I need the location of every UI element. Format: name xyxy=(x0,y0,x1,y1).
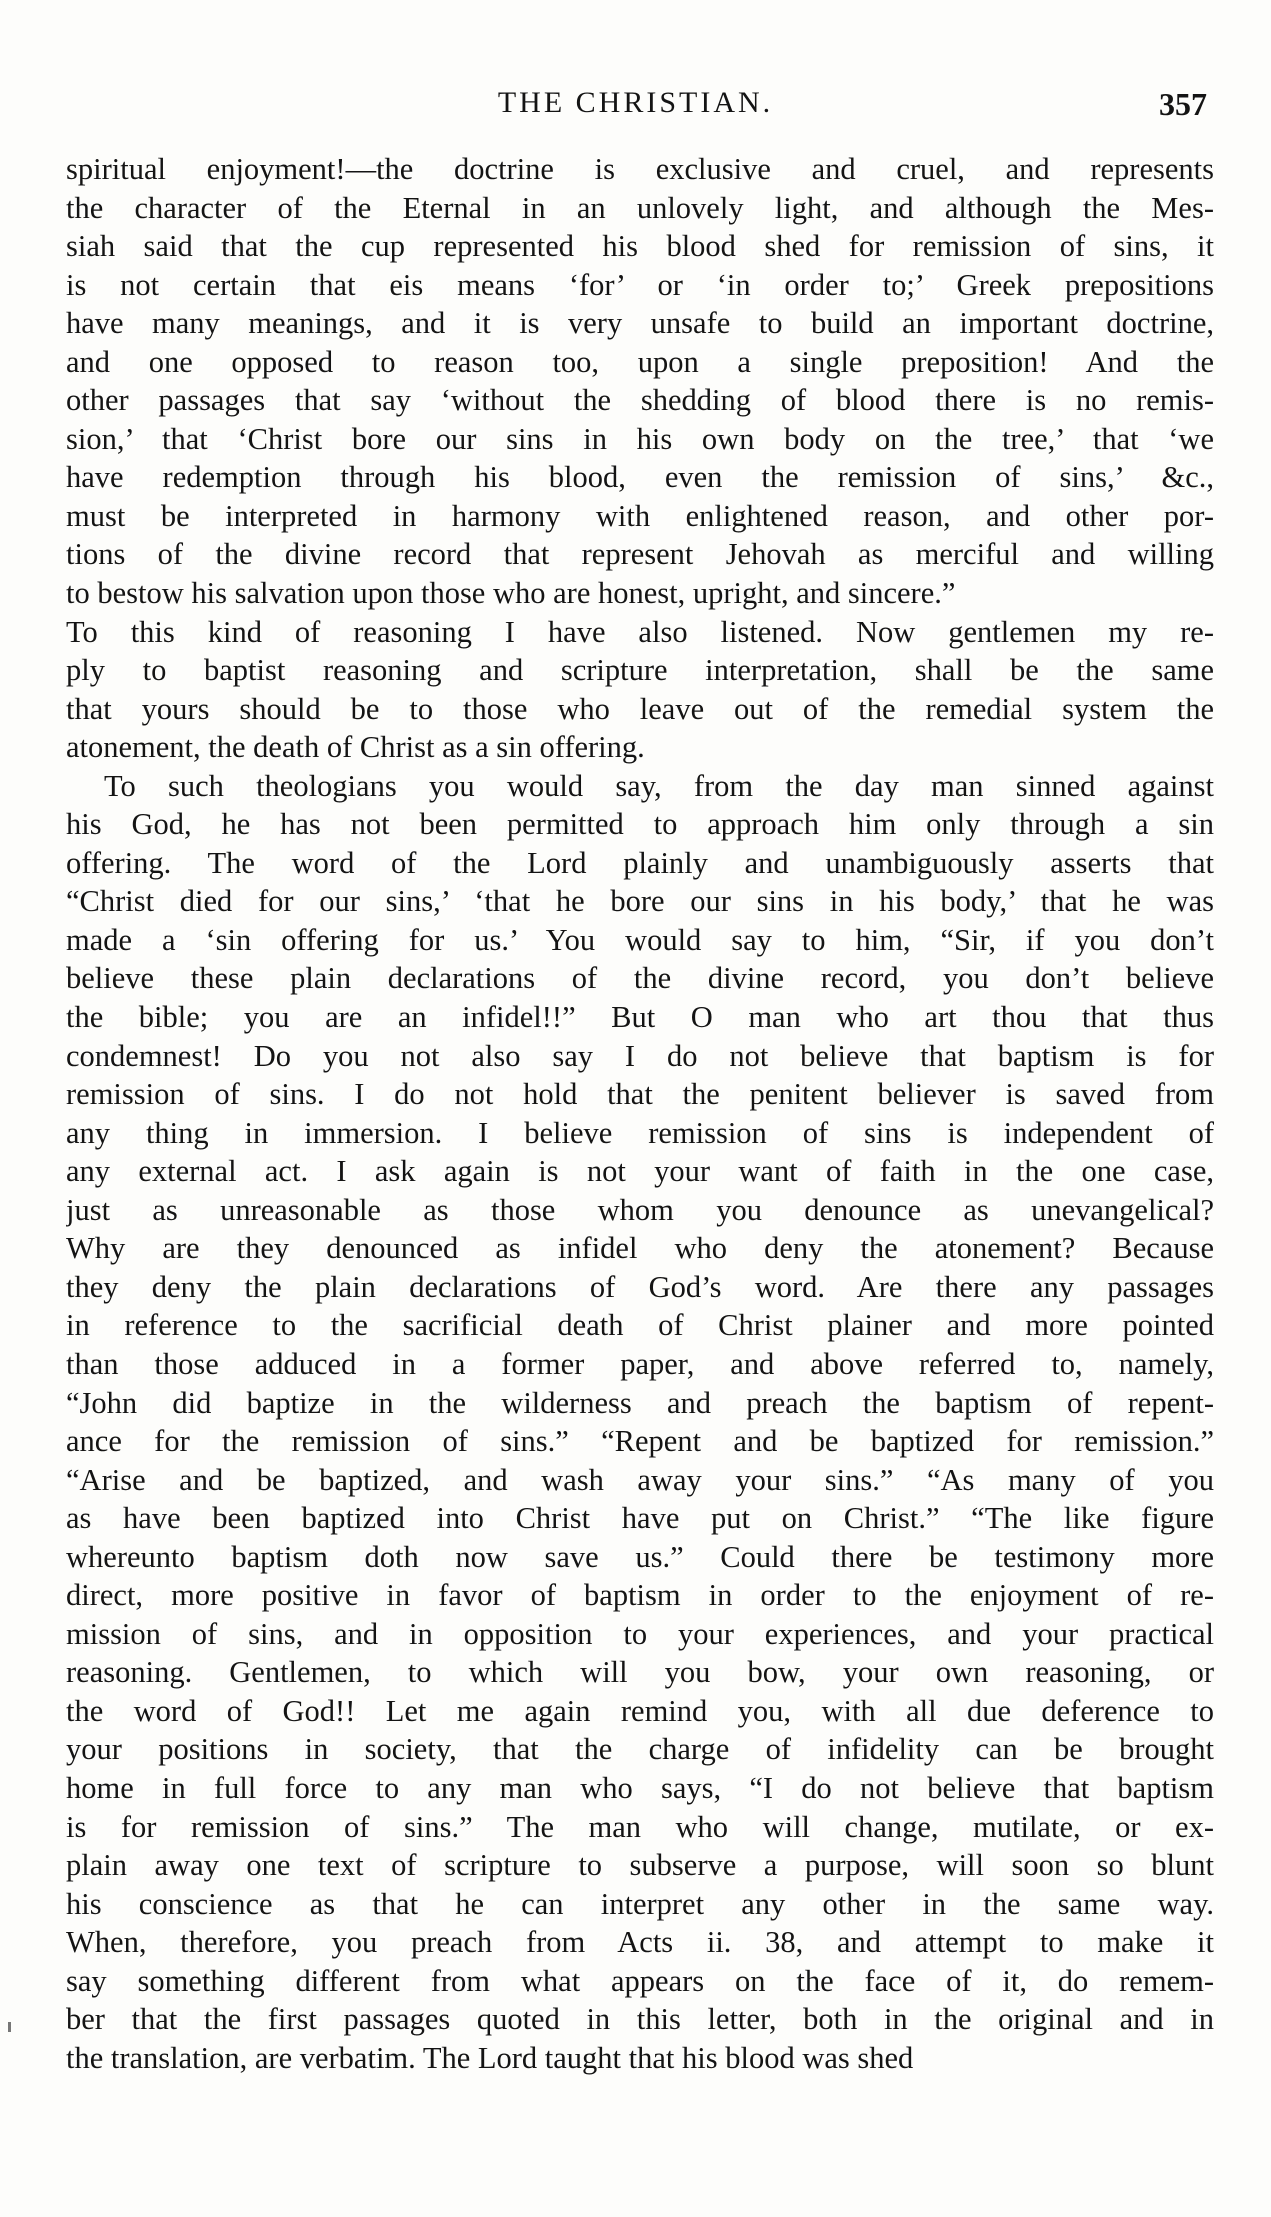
text-line: “Arise and be baptized, and wash away your sins.” “As many of you xyxy=(66,1462,1214,1497)
text-line: ber that the first passages quoted in this letter, both in the original and in xyxy=(66,2002,1214,2037)
running-title: THE CHRISTIAN. xyxy=(497,86,774,119)
text-line: sion,’ that ‘Christ bore our sins in his own body on the tree,’ that ‘we xyxy=(66,421,1214,456)
text-line: ply to baptist reasoning and scripture interpretation, shall be the same xyxy=(66,653,1214,688)
text-line: in reference to the sacrificial death of Christ plainer and more pointed xyxy=(66,1308,1214,1343)
text-line: the word of God!! Let me again remind you, with all due deference to xyxy=(66,1693,1214,1728)
margin-speck xyxy=(8,2022,11,2032)
text-line: condemnest! Do you not also say I do not believe that baptism is for xyxy=(66,1038,1214,1073)
page-number: 357 xyxy=(1159,86,1207,122)
page-header xyxy=(0,86,1271,126)
text-line: made a ‘sin offering for us.’ You would say to him, “Sir, if you don’t xyxy=(66,922,1214,957)
text-line: reasoning. Gentlemen, to which will you bow, your own reasoning, or xyxy=(66,1655,1214,1690)
text-line: as have been baptized into Christ have put on Christ.” “The like figure xyxy=(66,1501,1214,1536)
text-line: any thing in immersion. I believe remission of sins is independent of xyxy=(66,1115,1214,1150)
text-line: must be interpreted in harmony with enlightened reason, and other por- xyxy=(66,498,1214,533)
text-line: When, therefore, you preach from Acts ii. 38, and attempt to make it xyxy=(66,1925,1214,1960)
text-line: whereunto baptism doth now save us.” Could there be testimony more xyxy=(66,1539,1214,1574)
text-line: is for remission of sins.” The man who will change, mutilate, or ex- xyxy=(66,1809,1214,1844)
text-line: remission of sins. I do not hold that the penitent believer is saved from xyxy=(66,1077,1214,1112)
text-line: say something different from what appears on the face of it, do remem- xyxy=(66,1963,1214,1998)
text-line: his conscience as that he can interpret any other in the same way. xyxy=(66,1886,1214,1921)
text-line: offering. The word of the Lord plainly and unambiguously asserts that xyxy=(66,845,1214,880)
text-line: that yours should be to those who leave out of the remedial system the xyxy=(66,691,1214,726)
text-line: atonement, the death of Christ as a sin offering. xyxy=(66,730,645,765)
text-line: ance for the remission of sins.” “Repent and be baptized for remission.” xyxy=(66,1424,1214,1459)
text-line: and one opposed to reason too, upon a single preposition! And the xyxy=(66,344,1214,379)
text-line: other passages that say ‘without the shedding of blood there is no remis- xyxy=(66,383,1214,418)
text-line: home in full force to any man who says, “I do not believe that baptism xyxy=(66,1770,1214,1805)
text-line: “John did baptize in the wilderness and preach the baptism of repent- xyxy=(66,1385,1214,1420)
text-line: mission of sins, and in opposition to your experiences, and your practical xyxy=(66,1616,1214,1651)
text-line: is not certain that eis means ‘for’ or ‘in order to;’ Greek prepositions xyxy=(66,267,1214,302)
body-text xyxy=(66,150,1214,2077)
text-line: any external act. I ask again is not your want of faith in the one case, xyxy=(66,1154,1214,1189)
text-line: tions of the divine record that represent Jehovah as merciful and willing xyxy=(66,537,1214,572)
text-line: plain away one text of scripture to subserve a purpose, will soon so blunt xyxy=(66,1848,1214,1883)
text-line: To such theologians you would say, from the day man sinned against xyxy=(104,768,1214,803)
text-line: the bible; you are an infidel!!” But O man who art thou that thus xyxy=(66,1000,1214,1035)
text-line: direct, more positive in favor of baptism in order to the enjoyment of re- xyxy=(66,1578,1214,1613)
text-line: to bestow his salvation upon those who are honest, upright, and sincere.” xyxy=(66,576,956,611)
text-line: the translation, are verbatim. The Lord taught that his blood was shed xyxy=(66,2040,914,2075)
text-line: they deny the plain declarations of God’s word. Are there any passages xyxy=(66,1269,1214,1304)
text-line: just as unreasonable as those whom you denounce as unevangelical? xyxy=(66,1192,1214,1227)
text-line: have redemption through his blood, even the remission of sins,’ &c., xyxy=(66,460,1214,495)
text-line: his God, he has not been permitted to approach him only through a sin xyxy=(66,807,1214,842)
text-line: To this kind of reasoning I have also listened. Now gentlemen my re- xyxy=(66,614,1214,649)
text-line: Why are they denounced as infidel who deny the atonement? Because xyxy=(66,1231,1214,1266)
text-line: believe these plain declarations of the divine record, you don’t believe xyxy=(66,961,1214,996)
text-line: the character of the Eternal in an unlovely light, and although the Mes- xyxy=(66,190,1214,225)
text-line: your positions in society, that the charge of infidelity can be brought xyxy=(66,1732,1214,1767)
text-line: than those adduced in a former paper, and above referred to, namely, xyxy=(66,1346,1214,1381)
text-line: have many meanings, and it is very unsafe to build an important doctrine, xyxy=(66,306,1214,341)
text-line: “Christ died for our sins,’ ‘that he bore our sins in his body,’ that he was xyxy=(66,884,1214,919)
text-line: spiritual enjoyment!—the doctrine is exclusive and cruel, and represents xyxy=(66,152,1214,186)
text-line: siah said that the cup represented his blood shed for remission of sins, it xyxy=(66,229,1214,264)
